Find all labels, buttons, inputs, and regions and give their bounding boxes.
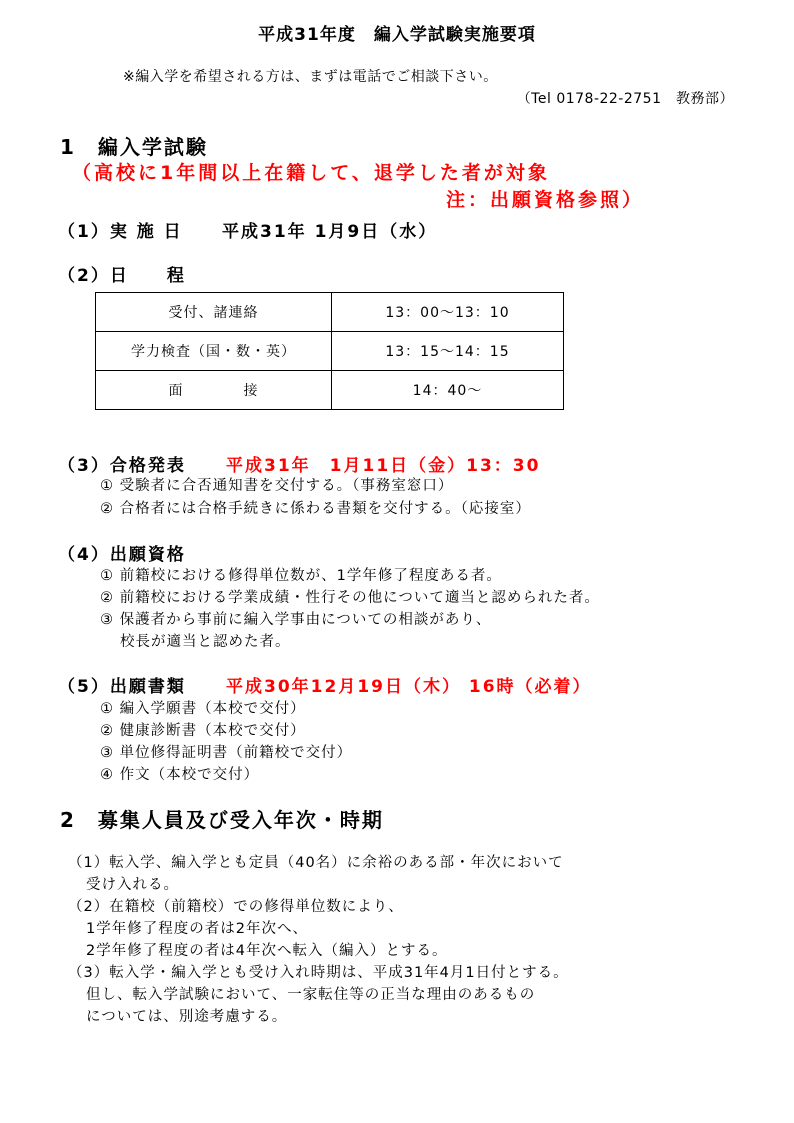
list-item-continuation: 校長が適当と認めた者。 <box>120 634 291 650</box>
body-line: 2学年修了程度の者は4年次へ転入（編入）とする。 <box>86 943 448 959</box>
schedule-label: （2）日 程 <box>58 266 186 286</box>
exam-date-value: 平成31年 1月9日（水） <box>222 222 438 242</box>
schedule-time: 13：15～14：15 <box>332 332 564 371</box>
list-item: ② 前籍校における学業成績・性行その他について適当と認められた者。 <box>100 590 600 606</box>
list-item: ① 受験者に合否通知書を交付する。（事務室窓口） <box>100 478 454 494</box>
list-item: ① 編入学願書（本校で交付） <box>100 701 306 717</box>
schedule-table <box>95 292 564 410</box>
schedule-item: 受付、諸連絡 <box>96 293 332 332</box>
list-item: ① 前籍校における修得単位数が、1学年修了程度ある者。 <box>100 568 502 584</box>
consultation-notice: ※編入学を希望される方は、まずは電話でご相談下さい。 <box>123 69 498 85</box>
body-line: 但し、転入学試験において、一家転住等の正当な理由のあるもの <box>86 987 536 1003</box>
body-line: 受け入れる。 <box>86 877 179 893</box>
body-line: （3）転入学・編入学とも受け入れ時期は、平成31年4月1日付とする。 <box>68 965 569 981</box>
announcement-label: （3）合格発表 <box>58 456 186 476</box>
schedule-time: 13：00～13：10 <box>332 293 564 332</box>
page-title: 平成31年度 編入学試験実施要項 <box>258 25 536 45</box>
target-note-line1: （高校に1年間以上在籍して、退学した者が対象 <box>72 162 550 184</box>
documents-label: （5）出願書類 <box>58 677 186 697</box>
exam-date-label: （1）実 施 日 <box>58 222 183 242</box>
table-row <box>96 332 564 371</box>
phone-contact: （Tel 0178-22-2751 教務部） <box>516 91 734 107</box>
section2-heading: 2 募集人員及び受入年次・時期 <box>60 808 384 832</box>
list-item: ② 合格者には合格手続きに係わる書類を交付する。（応接室） <box>100 501 531 517</box>
table-row <box>96 293 564 332</box>
documents-deadline: 平成30年12月19日（木） 16時（必着） <box>226 677 592 697</box>
list-item: ④ 作文（本校で交付） <box>100 767 260 783</box>
list-item: ③ 保護者から事前に編入学事由についての相談があり、 <box>100 612 492 628</box>
body-line: （2）在籍校（前籍校）での修得単位数により、 <box>68 899 404 915</box>
section1-heading: 1 編入学試験 <box>60 135 208 159</box>
body-line: については、別途考慮する。 <box>86 1009 288 1025</box>
body-line: （1）転入学、編入学とも定員（40名）に余裕のある部・年次において <box>68 855 564 871</box>
list-item: ② 健康診断書（本校で交付） <box>100 723 306 739</box>
target-note-line2: 注：出願資格参照） <box>446 189 645 211</box>
table-row <box>96 371 564 410</box>
qualification-label: （4）出願資格 <box>58 545 186 565</box>
announcement-datetime: 平成31年 1月11日（金）13：30 <box>226 456 541 476</box>
schedule-item: 面 接 <box>96 371 332 410</box>
schedule-item: 学力検査（国・数・英） <box>96 332 332 371</box>
schedule-time: 14：40～ <box>332 371 564 410</box>
list-item: ③ 単位修得証明書（前籍校で交付） <box>100 745 353 761</box>
body-line: 1学年修了程度の者は2年次へ、 <box>86 921 308 937</box>
